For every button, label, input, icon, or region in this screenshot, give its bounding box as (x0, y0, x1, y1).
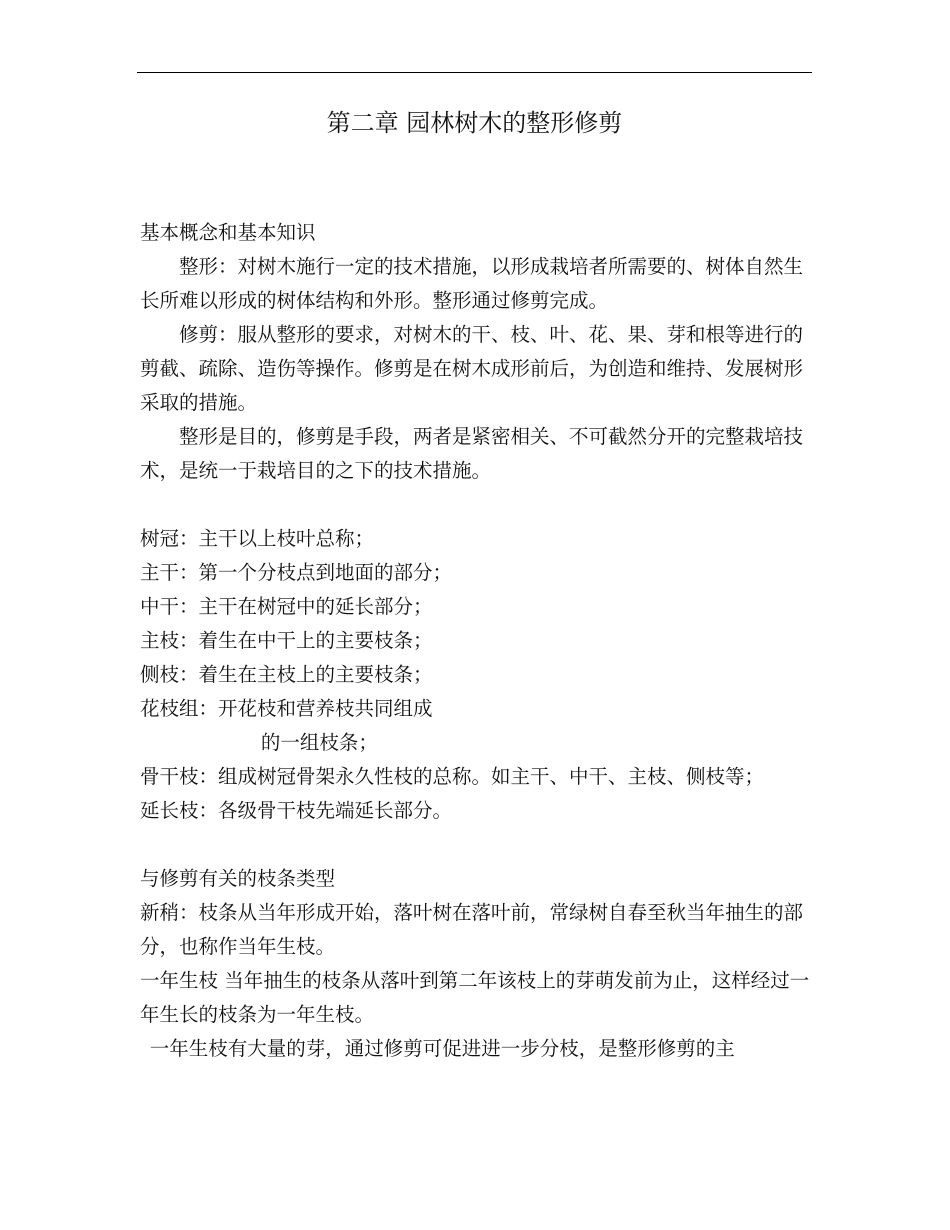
term-guganzhi: 骨干枝：组成树冠骨架永久性枝的总称。如主干、中干、主枝、侧枝等； (140, 765, 765, 788)
header-rule (137, 72, 812, 73)
spacer (140, 828, 812, 862)
paragraph-xinshao: 新稍：枝条从当年形成开始，落叶树在落叶前，常绿树自春至秋当年抽生的部分，也称作当年生枝。 (140, 901, 804, 958)
paragraph-xiujian: 修剪：服从整形的要求，对树木的干、枝、叶、花、果、芽和根等进行的剪截、疏除、造伤等操作。修剪是在树木成形前后，为创造和维持、发展树形采取的措施。 (140, 323, 804, 414)
term-yanchangzhi: 延长枝：各级骨干枝先端延长部分。 (140, 799, 453, 822)
term-huazhizu: 花枝组：开花枝和营养枝共同组成 (140, 697, 433, 720)
term-zhonggan: 中干：主干在树冠中的延长部分； (140, 595, 433, 618)
spacer (140, 488, 812, 522)
paragraph-relation: 整形是目的，修剪是手段，两者是紧密相关、不可截然分开的完整栽培技术，是统一于栽培目的之下的技术措施。 (140, 425, 804, 482)
section-heading-basic: 基本概念和基本知识 (140, 221, 316, 244)
chapter-title: 第二章 园林树木的整形修剪 (326, 109, 623, 137)
term-shuguan: 树冠：主干以上枝叶总称； (140, 527, 375, 550)
term-zhuzhi: 主枝：着生在中干上的主要枝条； (140, 629, 433, 652)
term-zhugan: 主干：第一个分枝点到地面的部分； (140, 561, 453, 584)
document-body (140, 216, 812, 1066)
term-huazhizu-continued: 的一组枝条； (260, 731, 378, 754)
section-heading-types: 与修剪有关的枝条类型 (140, 867, 336, 890)
term-cezhi: 侧枝：着生在主枝上的主要枝条； (140, 663, 433, 686)
paragraph-yinian: 一年生枝 当年抽生的枝条从落叶到第二年该枝上的芽萌发前为止，这样经过一年生长的枝条为一年生枝。 (140, 969, 810, 1026)
paragraph-zhengxing: 整形：对树木施行一定的技术措施，以形成栽培者所需要的、树体自然生长所难以形成的树体结构和外形。整形通过修剪完成。 (140, 255, 804, 312)
paragraph-yinian-continued: 一年生枝有大量的芽，通过修剪可促进进一步分枝，是整形修剪的主 (149, 1037, 735, 1060)
